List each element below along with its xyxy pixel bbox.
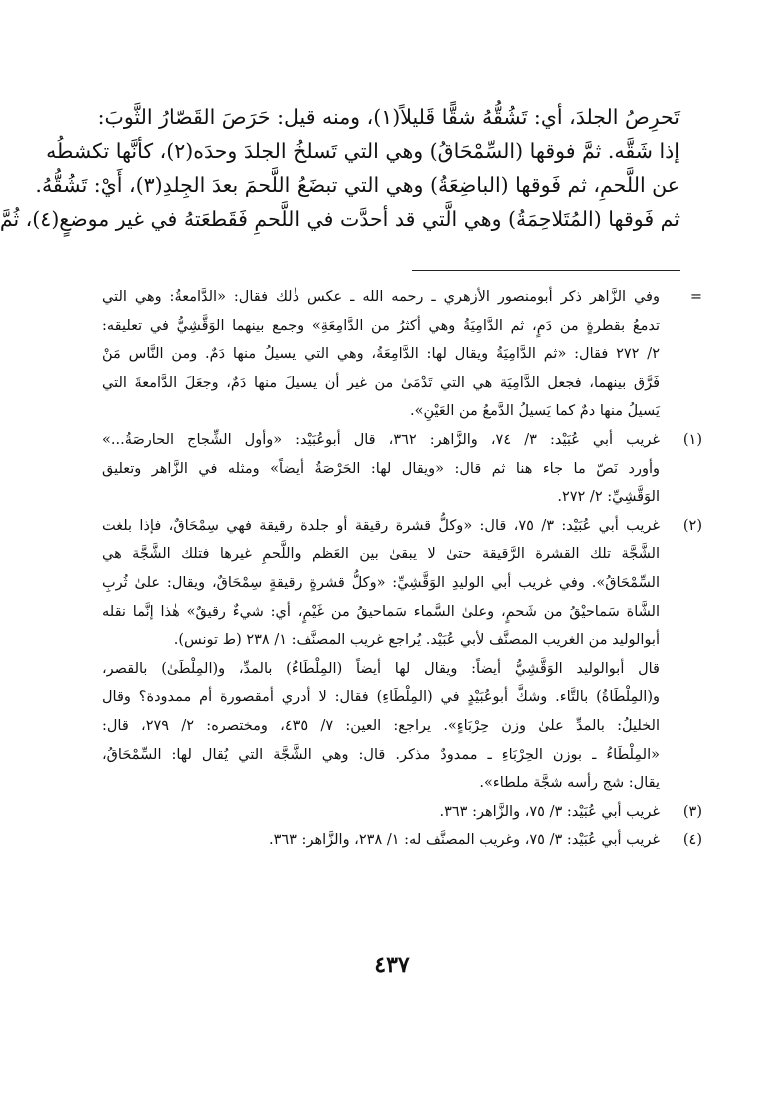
footnote-1 (102, 426, 702, 512)
footnote-line: أبوالوليد من الغريب المصنَّف لأبي عُبَيْد. يُراجع غريب المصنَّف: ١/ ٢٣٨ (ط تونس). (173, 632, 660, 649)
footnote-4 (102, 826, 702, 855)
main-text-line: تَحرِصُ الجلدَ، أي: تَشُقُّهُ شقًّا قَليلاً(١)، ومنه قيل: حَرَصَ القَصّارُ الثَّوبَ: (97, 105, 680, 129)
main-text-block (0, 100, 680, 236)
footnote-line: و(المِلْطَاةُ) بالتَّاء. وشكَّ أبوعُبَيْدٍ في (المِلْطَاءِ) فقال: لا أدري أمقصورة أم ممدودة؟ وقال (102, 689, 660, 706)
main-text-line: عن اللَّحمِ، ثم فَوقها (الباضِعَةُ) وهي التي تبضَعُ اللَّحمَ بعدَ الجِلدِ(٣)، أَيْ: تَشُقُّهُ. (35, 173, 680, 197)
footnote-marker: (١) (682, 431, 702, 448)
footnote-line: السِّمْحَاقُ». وفي غريب أبي الوليدِ الوَقَّشِيِّ: «وكلُّ قشرةٍ رقيقةٍ سِمْحَاقٌ، ويقال: علىٰ ثُربِ (102, 574, 660, 591)
footnote-continuation (102, 283, 702, 426)
footnote-marker: (٣) (682, 803, 702, 820)
footnote-divider (412, 270, 680, 271)
footnote-line: وفي الزَّاهر ذكر أبومنصور الأزهري ـ رحمه الله ـ عكس ذٰلك فقال: «الدَّامعةُ: وهي التي (102, 289, 660, 305)
main-text-line: ثم فَوقها (المُتَلاحِمَةُ) وهي الَّتي قد أحدَّت في اللَّحمِ فَقَطعَتهُ في غير موضعٍ(٤)، ثُمَّ (0, 207, 680, 231)
footnote-line: وأورد نَصّ ما جاء هنا ثم قال: «ويقال لها: الحَرْصَةُ أيضاً» ومثله في الزَّاهر وتعليق (102, 460, 660, 477)
page-number: ٤٣٧ (374, 952, 410, 978)
footnotes-block (102, 283, 702, 855)
footnote-marker: = (689, 289, 702, 305)
footnote-line: قال أبوالوليد الوَقَّشِيُّ أيضاً: ويقال لها أيضاً (المِلْطَاءُ) بالمدِّ، و(المِلْطَىٰ) بالقصر، (102, 660, 660, 677)
footnote-line: تدمعُ بقطرةٍ من دَمٍ، ثم الدَّامِيَةُ وهي أكثرُ من الدَّامِعَةِ» وجمع بينهما الوَقَّشِيُّ في تعليقه: (102, 317, 660, 334)
footnote-3 (102, 798, 702, 827)
footnote-line: غريب أبي عُبَيْد: ٣/ ٧٥، وغريب المصنَّف له: ١/ ٢٣٨، والزَّاهر: ٣٦٣. (268, 832, 660, 849)
footnote-line: غريب أبي عُبَيْد: ٣/ ٧٤، والزَّاهر: ٣٦٢، قال أبوعُبَيْد: «وأول الشِّجاج الحارصَةُ...» (102, 431, 661, 448)
footnote-line: يقال: شج رأسه شجَّة ملطاء». (479, 775, 660, 792)
footnote-line: «المِلْطَاءُ ـ بوزن الحِرْبَاءِ ـ ممدودٌ مذكر. قال: وهي الشَّجَّة التي يُقال لها: السِّمْحَاقُ، (102, 746, 660, 763)
main-text-line: إذا شَقَّه. ثمَّ فوقها (السِّمْحَاقُ) وهي التي تَسلخُ الجلدَ وحدَه(٢)، كأنَّها تكشطُه (46, 139, 680, 163)
footnote-line: ٢/ ٢٧٢ فقال: «ثم الدَّامِيَةُ ويقال لها: الدَّامِعَةُ، وهي التي يسيلُ منها دَمٌ. ومن النَّاس مَنْ (102, 346, 660, 363)
footnote-line: الشَّاة سَماحيْقُ من شَحمٍ، وعلىٰ السَّماء سَماحيقُ من غَيْمٍ، أي: شيءٌ رقيقٌ» هٰذا إنَّما نقله (102, 603, 660, 620)
footnote-marker: (٤) (682, 832, 702, 849)
footnote-line: غريب أبي عُبَيْد: ٣/ ٧٥، قال: «وكلُّ قشرة رقيقة أو جلدة رقيقة فهي سِمْحَاقٌ، فإذا بلغت (102, 517, 660, 534)
footnote-line: غريب أبي عُبَيْد: ٣/ ٧٥، والزَّاهر: ٣٦٣. (439, 803, 660, 820)
footnote-2 (102, 512, 702, 798)
footnote-line: الوَقَّشِيِّ: ٢/ ٢٧٢. (557, 489, 660, 506)
footnote-marker: (٢) (682, 517, 702, 534)
footnote-line: الخليلُ: بالمدِّ علىٰ وزن حِرْبَاءٍ». يراجع: العين: ٧/ ٤٣٥، ومختصره: ٢/ ٢٧٩، قال: (102, 717, 660, 734)
footnote-line: يَسيلُ منها دمٌ كما يَسيلُ الدَّمعُ من العَيْنِ». (410, 403, 660, 420)
footnote-line: فَرَّق بينهما، فجعل الدَّامِيَة هي التي تَدْمَىٰ من غير أن يسيلَ منها دَمٌ، وجعَلَ الدَّامعةَ التي (102, 374, 660, 391)
footnote-line: الشَّجَّة تلك القشرة الرَّقيقة حتىٰ لا يبقىٰ بين العَظم واللَّحمِ غيرها فتلك الشَّجَّة هي (102, 546, 660, 563)
